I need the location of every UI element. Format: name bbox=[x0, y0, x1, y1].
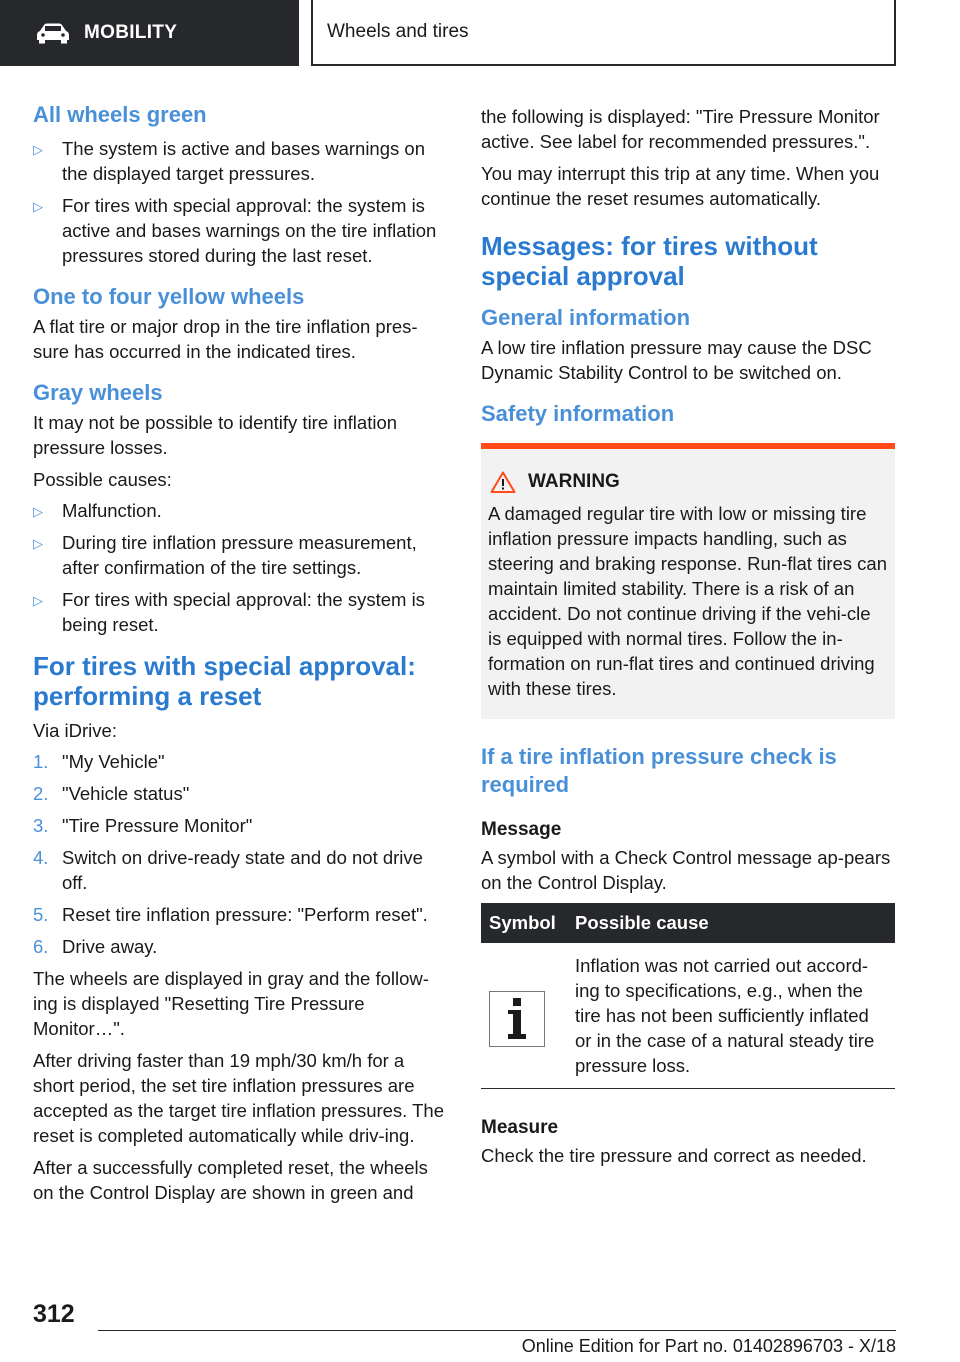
list-item: 2. "Vehicle status" bbox=[33, 783, 190, 804]
triangle-bullet-icon: ▷ bbox=[33, 199, 43, 214]
triangle-bullet-icon: ▷ bbox=[33, 536, 43, 551]
para-after-reset: After a successfully completed reset, the wheels on the Control Display are shown in green and bbox=[33, 1157, 428, 1203]
col-possible-cause: Possible cause bbox=[567, 903, 895, 943]
heading-performing-reset: For tires with special approval: performing a reset bbox=[33, 651, 416, 711]
list-item: 3. "Tire Pressure Monitor" bbox=[33, 815, 253, 836]
heading-messages: Messages: for tires without special approval bbox=[481, 231, 818, 291]
gray-text: It may not be possible to identify tire inflation pressure losses. bbox=[33, 412, 398, 458]
chapter-title: Wheels and tires bbox=[327, 21, 469, 42]
measure-text: Check the tire pressure and correct as needed. bbox=[481, 1145, 867, 1166]
reset-steps bbox=[33, 749, 447, 959]
right-column bbox=[481, 100, 895, 1168]
list-item: ▷ For tires with special approval: the system is active and bases warnings on the tire inflation pressures stored during the last reset. bbox=[33, 195, 437, 266]
para-gray-display: The wheels are displayed in gray and the follow‐ing is displayed "Resetting Tire Pressure Monitor…". bbox=[33, 968, 429, 1039]
cause-cell: Inflation was not carried out accord‐ing to specifications, e.g., when the tire has not been sufficiently inflated or in the case of a natural steady tire pressure loss. bbox=[567, 943, 895, 1089]
heading-all-wheels-green: All wheels green bbox=[33, 102, 207, 127]
chapter-tab bbox=[311, 0, 896, 66]
warning-header bbox=[490, 469, 887, 495]
warning-text: A damaged regular tire with low or missing tire inflation pressure impacts handling, such as steering and braking response. Run-flat tires can maintain limited stability. There is a risk of an accident. Do not continue driving if the vehi‐cle is equipped with normal tires. Follow the in‐formation on run-flat tires and continued driving with these tires. bbox=[488, 503, 887, 699]
heading-yellow-wheels: One to four yellow wheels bbox=[33, 284, 305, 309]
heading-pressure-check: If a tire inflation pressure check is required bbox=[481, 744, 837, 797]
edition-text: Online Edition for Part no. 01402896703 - X/18 bbox=[521, 1336, 896, 1356]
symbol-cell bbox=[481, 943, 567, 1089]
heading-safety-info: Safety information bbox=[481, 401, 675, 426]
list-item: 6. Drive away. bbox=[33, 936, 158, 957]
left-column bbox=[33, 100, 447, 1205]
list-item: ▷ During tire inflation pressure measurement, after confirmation of the tire settings. bbox=[33, 532, 417, 578]
heading-measure: Measure bbox=[481, 1117, 559, 1138]
triangle-bullet-icon: ▷ bbox=[33, 142, 43, 157]
table-row bbox=[481, 943, 895, 1089]
warning-box bbox=[481, 443, 895, 719]
section-title: MOBILITY bbox=[84, 22, 178, 43]
heading-gray-wheels: Gray wheels bbox=[33, 380, 163, 405]
info-icon bbox=[489, 991, 545, 1047]
heading-message: Message bbox=[481, 819, 562, 840]
footer-divider bbox=[98, 1330, 896, 1331]
list-item: 1. "My Vehicle" bbox=[33, 751, 165, 772]
list-item: 5. Reset tire inflation pressure: "Perform reset". bbox=[33, 904, 428, 925]
causes-label: Possible causes: bbox=[33, 469, 172, 490]
via-idrive: Via iDrive: bbox=[33, 720, 117, 741]
message-text: A symbol with a Check Control message ap‐pears on the Control Display. bbox=[481, 847, 891, 893]
list-item: ▷ For tires with special approval: the system is being reset. bbox=[33, 589, 425, 635]
heading-general-info: General information bbox=[481, 305, 691, 330]
para-continued: the following is displayed: "Tire Pressure Monitor active. See label for recommended pressures.". bbox=[481, 106, 880, 152]
warning-triangle-icon bbox=[490, 471, 516, 493]
car-icon bbox=[36, 22, 70, 44]
para-interrupt: You may interrupt this trip at any time. When you continue the reset resumes automatically. bbox=[481, 163, 880, 209]
para-speed: After driving faster than 19 mph/30 km/h for a short period, the set tire inflation pressures are accepted as the target tire inflation pressures. The reset is completed automatically while driv‐ing. bbox=[33, 1050, 445, 1146]
list-item: ▷ The system is active and bases warnings on the displayed target pressures. bbox=[33, 138, 425, 184]
list-item: ▷ Malfunction. bbox=[33, 498, 447, 523]
page-header bbox=[0, 0, 960, 66]
triangle-bullet-icon: ▷ bbox=[33, 593, 43, 608]
causes-list bbox=[33, 498, 447, 637]
list-item: 4. Switch on drive-ready state and do not drive off. bbox=[33, 847, 423, 893]
page-number: 312 bbox=[33, 1300, 75, 1328]
col-symbol: Symbol bbox=[481, 903, 567, 943]
warning-title: WARNING bbox=[528, 471, 620, 492]
general-text: A low tire inflation pressure may cause the DSC Dynamic Stability Control to be switched on. bbox=[481, 337, 872, 383]
yellow-text: A flat tire or major drop in the tire inflation pres‐sure has occurred in the indicated tires. bbox=[33, 316, 418, 362]
triangle-bullet-icon: ▷ bbox=[33, 504, 43, 519]
table-header-row bbox=[481, 903, 895, 943]
symbol-table bbox=[481, 903, 895, 1089]
section-tab bbox=[0, 0, 299, 66]
all-green-list bbox=[33, 136, 447, 268]
